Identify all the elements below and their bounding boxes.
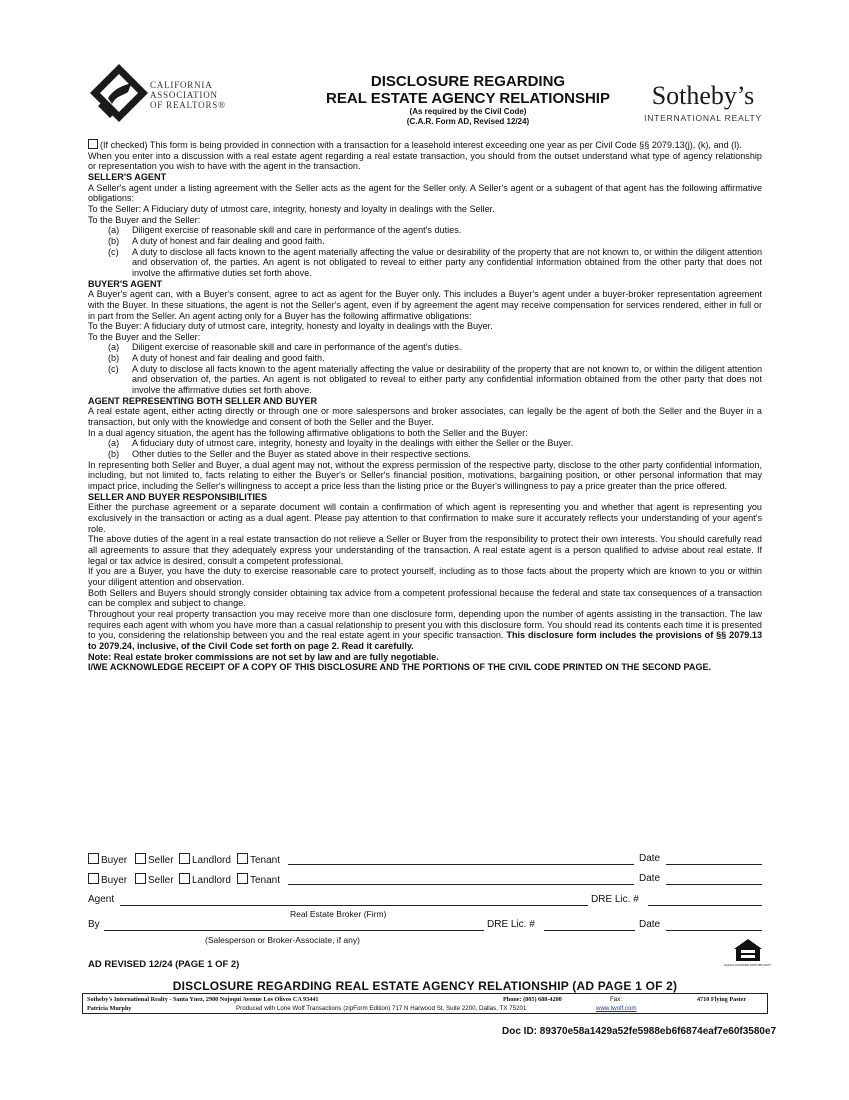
form-subtitle-2: (C.A.R. Form AD, Revised 12/24) bbox=[406, 117, 530, 126]
buyer-checkbox[interactable] bbox=[88, 853, 99, 864]
signature-row-1 bbox=[88, 853, 762, 867]
form-subtitle-1: (As required by the Civil Code) bbox=[409, 107, 527, 116]
file-name: 4710 Flying Paster bbox=[697, 996, 747, 1003]
by-label: By bbox=[88, 919, 100, 930]
sellers-agent-p3: To the Buyer and the Seller: bbox=[88, 214, 201, 225]
buyers-agent-p3: To the Buyer and the Seller: bbox=[88, 331, 201, 342]
signature-line[interactable] bbox=[288, 873, 634, 885]
dual-agent-p2: In a dual agency situation, the agent has the following affirmative obligations to both the Seller and the Buyer: bbox=[88, 427, 528, 438]
item-text: A fiduciary duty of utmost care, integrity, honesty and loyalty in the dealings with either the Seller or the Buyer. bbox=[132, 438, 574, 449]
date-line[interactable] bbox=[666, 853, 762, 865]
item-label: (b) bbox=[108, 449, 120, 460]
item-label: (b) bbox=[108, 235, 120, 246]
commission-note: Note: Real estate broker commissions are not set by law and are fully negotiable. bbox=[88, 651, 439, 662]
landlord-checkbox[interactable] bbox=[179, 873, 190, 884]
role-option-tenant[interactable] bbox=[237, 873, 280, 886]
responsibilities-p5-bold: This disclosure form includes the provisions of §§ 2079.13 to 2079.24, inclusive, of the Civil Code set forth on page 2. Read it carefully. bbox=[88, 630, 763, 651]
responsibilities-p2: The above duties of the agent in a real estate transaction do not relieve a Seller or Buyer from the responsibility to protect their own interests. You should carefully read all agreements to assure that they adequately express your understanding of the transaction. A real estate agent is a person qualified to advise about real estate. If legal or tax advice is desired, consult a competent professional. bbox=[88, 534, 762, 566]
role-label: Landlord bbox=[192, 855, 231, 866]
brand-subtitle: INTERNATIONAL REALTY bbox=[644, 113, 762, 123]
role-label: Landlord bbox=[192, 875, 231, 886]
dre-lic-label-2: DRE Lic. # bbox=[487, 919, 535, 930]
role-option-buyer[interactable] bbox=[88, 853, 127, 866]
role-option-seller[interactable] bbox=[135, 853, 174, 866]
sellers-agent-heading: SELLER'S AGENT bbox=[88, 171, 167, 182]
buyers-agent-item bbox=[88, 342, 762, 353]
by-row bbox=[88, 919, 762, 933]
responsibilities-p4: Both Sellers and Buyers should strongly consider obtaining tax advice from a competent professional because the federal and state tax consequences of a transaction can be complex and subject to change. bbox=[88, 587, 762, 609]
date-line[interactable] bbox=[666, 919, 762, 931]
responsibilities-p3: If you are a Buyer, you have the duty to exercise reasonable care to protect yourself, including as to those facts about the property which are known to you or within your diligent attention and observation. bbox=[88, 566, 762, 587]
item-text: A duty of honest and fair dealing and good faith. bbox=[132, 235, 325, 246]
car-line-2: ASSOCIATION bbox=[150, 90, 218, 100]
item-text: A duty to disclose all facts known to the agent materially affecting the value or desirability of the property that are not known to, or within the diligent attention and observation of, the parties. An agent is not obligated to reveal to either party any confidential information obtained from the other party that does not involve the affirmative duties set forth above. bbox=[132, 246, 762, 278]
role-option-seller[interactable] bbox=[135, 873, 174, 886]
acknowledgement: I/WE ACKNOWLEDGE RECEIPT OF A COPY OF THIS DISCLOSURE AND THE PORTIONS OF THE CIVIL CODE PRINTED ON THE SECOND PAGE. bbox=[88, 662, 712, 673]
role-label: Seller bbox=[148, 875, 174, 886]
landlord-checkbox[interactable] bbox=[179, 853, 190, 864]
car-line-1: CALIFORNIA bbox=[150, 80, 213, 90]
buyers-agent-p1: A Buyer's agent can, with a Buyer's consent, agree to act as agent for the Buyer only. This includes a Buyer's agent under a buyer-broker representation agreement with the Buyer. In these situations, the agent is not the Seller's agent, even if by agreement the agent may receive compensation for services rendered, either in full or in part from the Seller. An agent acting only for a Buyer has the following affirmative obligations: bbox=[88, 289, 762, 321]
sellers-agent-item bbox=[88, 247, 762, 279]
item-text: Diligent exercise of reasonable skill and care in performance of the agent's duties. bbox=[132, 225, 462, 236]
signature-line[interactable] bbox=[288, 853, 634, 865]
role-option-buyer[interactable] bbox=[88, 873, 127, 886]
car-logo-text bbox=[150, 80, 226, 110]
date-label: Date bbox=[639, 919, 661, 930]
item-text: A duty to disclose all facts known to the agent materially affecting the value or desirability of the property that are not known to, or within the diligent attention and observation of, the parties. An agent is not obligated to reveal to either party any confidential information obtained from the other party that does not involve the affirmative duties set forth above. bbox=[132, 363, 762, 396]
sellers-agent-p1: A Seller's agent under a listing agreement with the Seller acts as the agent for the Seller only. A Seller's agent or a subagent of that agent has the following affirmative obligations: bbox=[88, 182, 762, 204]
fax-info: Fax: bbox=[610, 996, 623, 1003]
signature-row-2 bbox=[88, 873, 762, 887]
dual-agent-p3: In representing both Seller and Buyer, a dual agent may not, without the express permission of the respective party, disclose to the other party confidential information, including, but not limited to, facts relating to either the Buyer's or Seller's financial position, motivations, bargaining position, or other personal information that may impact price, including the Seller's willingness to accept a price less than the listing price or the Buyer's willingness to pay a price greater than the price offered. bbox=[88, 459, 762, 491]
item-label: (a) bbox=[108, 342, 120, 353]
date-label: Date bbox=[639, 873, 661, 884]
dual-agent-p1: A real estate agent, either acting directly or through one or more salespersons and broker associates, can legally be the agent of both the Seller and the Buyer in a transaction, but only with the knowledge and consent of both the Seller and the Buyer. bbox=[88, 406, 762, 428]
sellers-agent-p2: To the Seller: A Fiduciary duty of utmost care, integrity, honesty and loyalty in dealings with the Seller. bbox=[88, 203, 495, 214]
sellers-agent-item bbox=[88, 225, 762, 236]
item-label: (c) bbox=[108, 363, 119, 374]
form-title-block bbox=[288, 73, 648, 127]
seller-checkbox[interactable] bbox=[135, 853, 146, 864]
responsibilities-heading: SELLER AND BUYER RESPONSIBILITIES bbox=[88, 491, 268, 502]
phone-info: Phone: (805) 688-4200 bbox=[503, 996, 562, 1003]
item-label: (b) bbox=[108, 353, 120, 364]
leasehold-checkbox[interactable] bbox=[88, 139, 98, 149]
form-title-line-1: DISCLOSURE REGARDING bbox=[370, 73, 566, 90]
date-line[interactable] bbox=[666, 873, 762, 885]
responsibilities-p1: Either the purchase agreement or a separate document will contain a confirmation of which agent is representing you and whether that agent is representing you exclusively in the transaction or acting as a dual agent. Please pay attention to that confirmation to make sure it accurately reflects your understanding of your agent's role. bbox=[88, 502, 762, 534]
disclosure-body bbox=[88, 139, 762, 673]
buyers-agent-p2: To the Buyer: A fiduciary duty of utmost care, integrity, honesty and loyalty in dealings with the Buyer. bbox=[88, 321, 493, 332]
form-title-line-2: REAL ESTATE AGENCY RELATIONSHIP bbox=[326, 90, 610, 107]
dre-lic-line[interactable] bbox=[648, 894, 762, 906]
agent-line[interactable] bbox=[120, 894, 588, 906]
responsibilities-p5-text: Throughout your real property transaction you may receive more than one disclosure form, depending upon the number of agents assisting in the transaction. The law requires each agent with whom you have more than a casual relationship to present you with this disclosure form. You should read its contents each time it is presented to you, considering the relationship between you and the real estate agent in your specific transaction. bbox=[88, 608, 762, 641]
role-label: Tenant bbox=[250, 875, 281, 886]
produced-by: Produced with Lone Wolf Transactions (zipForm Edition) 717 N Harwood St, Suite 2200, Dallas, TX 75201 bbox=[236, 1005, 527, 1012]
by-line[interactable] bbox=[104, 919, 484, 931]
role-option-tenant[interactable] bbox=[237, 853, 280, 866]
car-line-3: OF REALTORS® bbox=[150, 100, 226, 110]
responsibilities-p5 bbox=[88, 609, 762, 652]
item-label: (c) bbox=[108, 246, 119, 257]
lwolf-link[interactable]: www.lwolf.com bbox=[596, 1005, 637, 1012]
sellers-agent-item bbox=[88, 236, 762, 247]
agent-name: Patricia Murphy bbox=[87, 1005, 132, 1012]
role-label: Buyer bbox=[101, 855, 128, 866]
item-text: Diligent exercise of reasonable skill and care in performance of the agent's duties. bbox=[132, 342, 462, 353]
role-label: Tenant bbox=[250, 855, 281, 866]
footer-box bbox=[82, 993, 768, 1014]
brand-name: Sotheby’s bbox=[651, 81, 755, 110]
buyer-checkbox[interactable] bbox=[88, 873, 99, 884]
office-info: Sotheby's International Realty - Santa Ynez, 2900 Nojoqui Avenue Los Olivos CA 93441 bbox=[87, 996, 319, 1003]
tenant-checkbox[interactable] bbox=[237, 873, 248, 884]
leasehold-paragraph bbox=[88, 139, 762, 151]
role-label: Seller bbox=[148, 855, 174, 866]
item-text: A duty of honest and fair dealing and good faith. bbox=[132, 353, 325, 364]
tenant-checkbox[interactable] bbox=[237, 853, 248, 864]
leasehold-text: (If checked) This form is being provided in connection with a transaction for a leasehold interest exceeding one year as per Civil Code §§ 2079.13(j), (k), and (l). bbox=[100, 140, 742, 150]
dual-agent-item bbox=[88, 449, 762, 460]
item-label: (a) bbox=[108, 438, 120, 449]
item-text: Other duties to the Seller and the Buyer as stated above in their respective sections. bbox=[132, 449, 471, 460]
buyers-agent-item bbox=[88, 364, 762, 396]
brand-logo bbox=[638, 82, 768, 123]
form-header bbox=[88, 62, 768, 134]
role-option-landlord[interactable] bbox=[179, 873, 231, 886]
doc-id: Doc ID: 89370e58a1429a52fe5988eb6f6874eaf7e60f3580e7 bbox=[502, 1026, 777, 1037]
revision-label: AD REVISED 12/24 (PAGE 1 OF 2) bbox=[88, 959, 240, 970]
dre-lic-line-2[interactable] bbox=[544, 919, 635, 931]
car-logo bbox=[88, 62, 150, 126]
role-option-landlord[interactable] bbox=[179, 853, 231, 866]
dual-agent-heading: AGENT REPRESENTING BOTH SELLER AND BUYER bbox=[88, 395, 318, 406]
intro-paragraph: When you enter into a discussion with a real estate agent regarding a real estate transaction, you should from the outset understand what type of agency relationship or representation you wish to have with the agent in the transaction. bbox=[88, 150, 762, 172]
buyers-agent-heading: BUYER'S AGENT bbox=[88, 278, 163, 289]
broker-caption: Real Estate Broker (Firm) bbox=[290, 909, 387, 919]
agent-row bbox=[88, 894, 762, 908]
date-label: Date bbox=[639, 853, 661, 864]
agent-label: Agent bbox=[88, 894, 115, 905]
eho-caption: EQUAL HOUSING OPPORTUNITY bbox=[724, 963, 772, 967]
role-label: Buyer bbox=[101, 875, 128, 886]
buyers-agent-item bbox=[88, 353, 762, 364]
dual-agent-item bbox=[88, 438, 762, 449]
seller-checkbox[interactable] bbox=[135, 873, 146, 884]
dre-lic-label: DRE Lic. # bbox=[591, 894, 639, 905]
equal-housing-icon bbox=[724, 937, 772, 971]
salesperson-caption: (Salesperson or Broker-Associate, if any) bbox=[205, 935, 360, 945]
footer-title: DISCLOSURE REGARDING REAL ESTATE AGENCY RELATIONSHIP (AD PAGE 1 OF 2) bbox=[172, 979, 678, 993]
item-label: (a) bbox=[108, 225, 120, 236]
